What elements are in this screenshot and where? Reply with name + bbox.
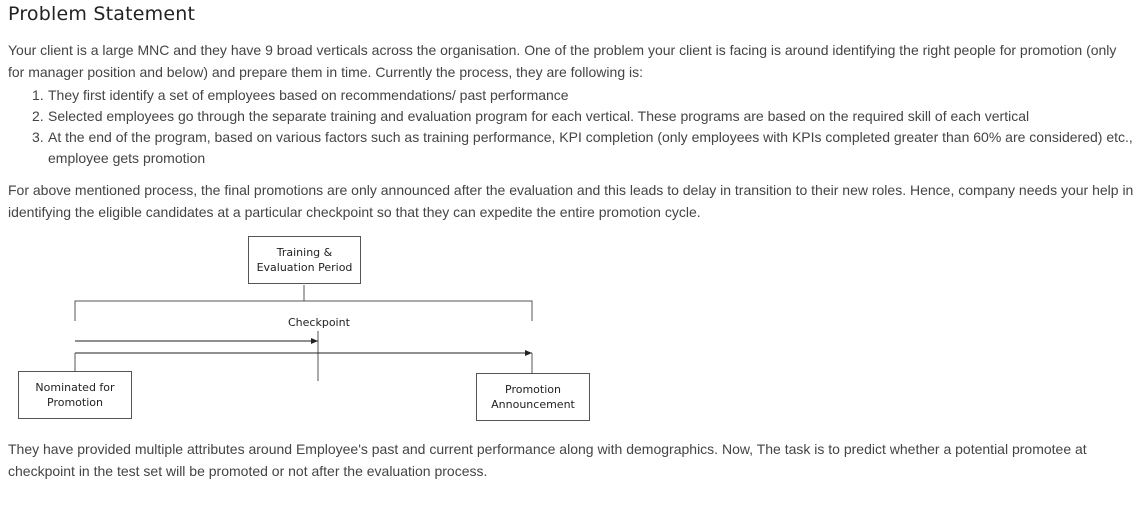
list-item bbox=[8, 106, 1136, 127]
intro-paragraph: Your client is a large MNC and they have 9 broad verticals across the organisation. One of the problem your client is facing is around identifying the right people for promotion (only for manager position and below) and prepare them in time. Currently the process, they are following is: bbox=[8, 42, 1117, 80]
nominated-box-line2: Promotion bbox=[47, 396, 103, 409]
announcement-box bbox=[476, 373, 590, 421]
task-paragraph: They have provided multiple attributes around Employee's past and current performance along with demographics. Now, The task is to predict whether a potential promotee at checkpoint in the test set will be promoted or not after the evaluation process. bbox=[8, 441, 1087, 479]
process-steps-list bbox=[8, 85, 1136, 169]
training-evaluation-box bbox=[248, 236, 361, 284]
training-box-line2: Evaluation Period bbox=[256, 261, 353, 274]
list-item-text: Selected employees go through the separate training and evaluation program for each vertical. These programs are based on the required skill of each vertical bbox=[48, 108, 1030, 124]
training-box-line1: Training & bbox=[276, 246, 333, 259]
context-paragraph: For above mentioned process, the final promotions are only announced after the evaluation and this leads to delay in transition to their new roles. Hence, company needs your help in identifying the eligible candidates at a particular checkpoint so that they can expedite the entire promotion cycle. bbox=[8, 182, 1134, 220]
list-item bbox=[8, 85, 1136, 106]
announcement-box-line1: Promotion bbox=[505, 383, 561, 396]
checkpoint-label: Checkpoint bbox=[288, 316, 350, 329]
nominated-box-line1: Nominated for bbox=[35, 381, 115, 394]
list-item-number: 2. bbox=[32, 108, 44, 124]
list-item-number: 1. bbox=[32, 87, 44, 103]
list-item-text: They first identify a set of employees based on recommendations/ past performance bbox=[48, 87, 569, 103]
announcement-box-line2: Announcement bbox=[491, 398, 575, 411]
nominated-box bbox=[18, 371, 132, 419]
page-title: Problem Statement bbox=[8, 3, 196, 25]
promotion-timeline-diagram bbox=[0, 228, 600, 428]
list-item-text: At the end of the program, based on various factors such as training performance, KPI completion (only employees with KPIs completed greater than 60% are considered) etc., employee gets promotion bbox=[48, 129, 1133, 166]
list-item-number: 3. bbox=[32, 129, 44, 145]
list-item bbox=[8, 127, 1136, 169]
